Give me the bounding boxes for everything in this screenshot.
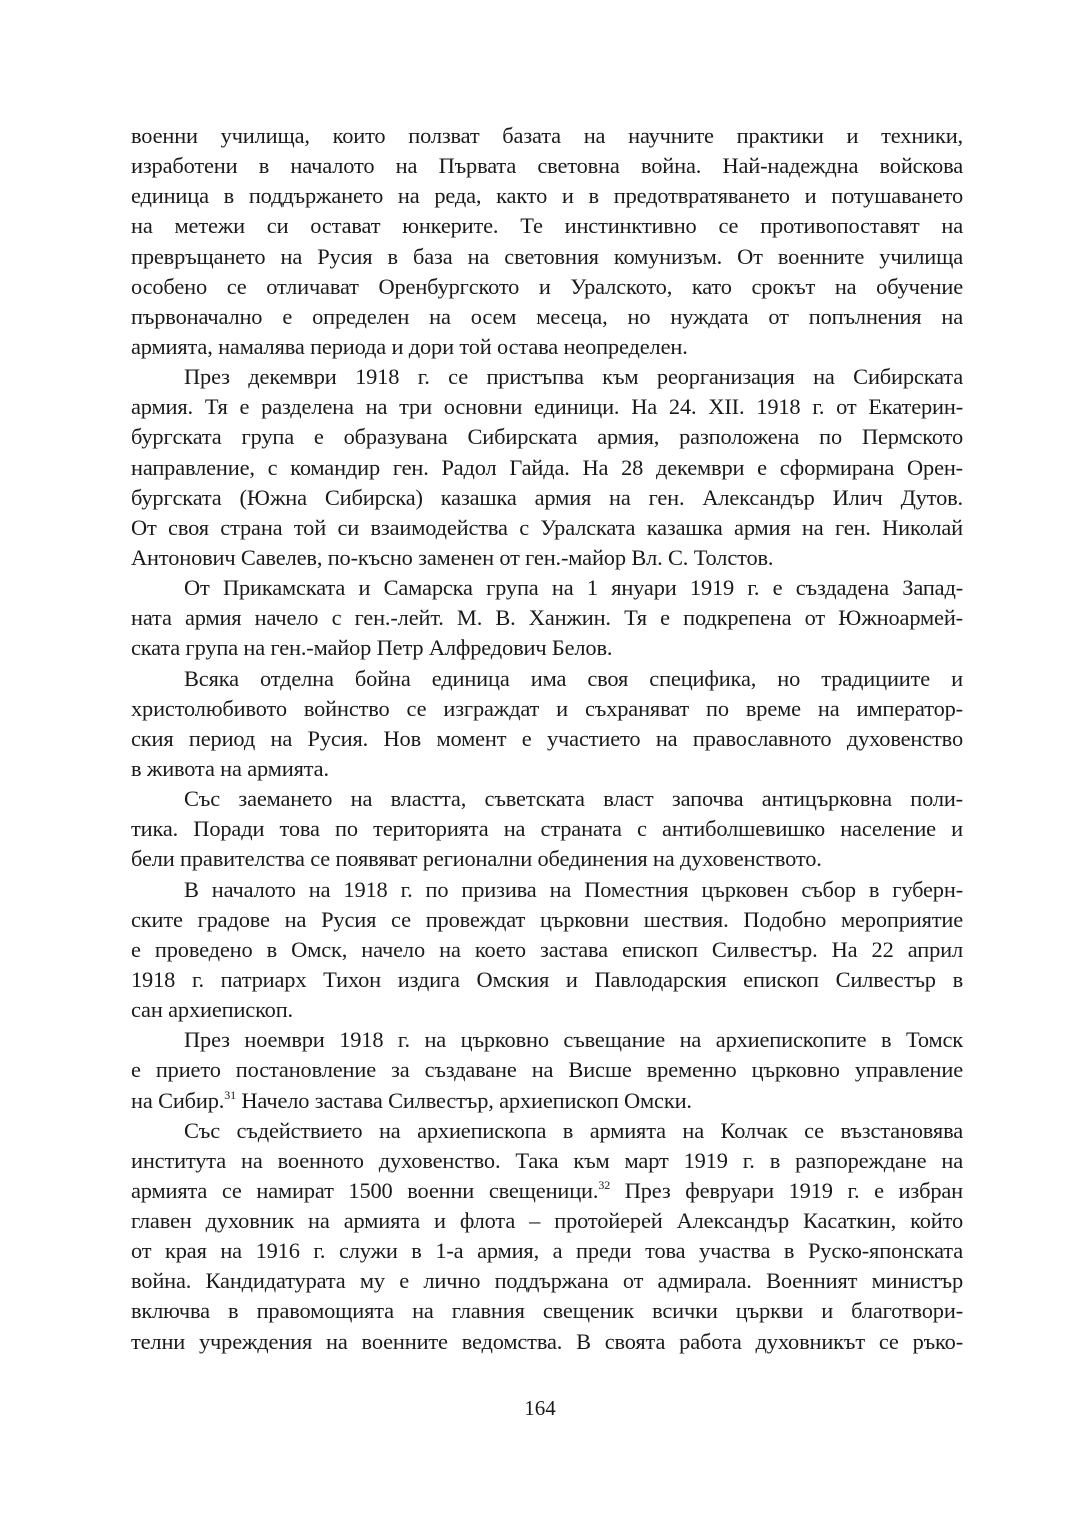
paragraph	[131, 784, 963, 874]
text-line: ските градове на Русия се провеждат църковни шествия. Подобно мероприятие	[131, 906, 963, 932]
text-line: на метежи си остават юнкерите. Те инстинктивно се противопоставят на	[131, 213, 963, 239]
text-line: единица в поддържането на реда, както и в предотвратяването и потушаването	[131, 183, 963, 209]
text-line: от края на 1916 г. служи в 1-а армия, а преди това участва в Руско-японската	[131, 1238, 963, 1264]
text-line: в живота на армията.	[131, 755, 329, 781]
text-line: 1918 г. патриарх Тихон издига Омския и Павлодарския епископ Силвестър в	[131, 966, 963, 992]
text-line: особено се отличават Оренбургското и Уралското, като срокът на обучение	[131, 273, 963, 299]
text-line: телни учреждения на военните ведомства. В своята работа духовникът се ръко-	[131, 1328, 963, 1354]
text-line: През декември 1918 г. се пристъпва към реорганизация на Сибирската	[184, 364, 963, 390]
text-line: института на военното духовенство. Така към март 1919 г. в разпореждане на	[131, 1147, 963, 1173]
text-line: първоначално е определен на осем месеца, но нуждата от попълнения на	[131, 303, 963, 329]
text-line: е прието постановление за създаване на Висше временно църковно управление	[131, 1057, 963, 1083]
footnote-reference[interactable]: 32	[598, 1177, 611, 1192]
paragraph	[131, 362, 963, 573]
text-line: армията се намират 1500 военни свещеници.$^{32}$ През февруари 1919 г. е избран	[131, 1177, 963, 1203]
paragraph	[131, 1025, 963, 1115]
text-line: ната армия начело с ген.-лейт. М. В. Ханжин. Тя е подкрепена от Южноармей-	[131, 605, 963, 631]
paragraph	[131, 121, 963, 362]
page-body	[131, 121, 963, 1357]
text-line: армията, намалява периода и дори той остава неопределен.	[131, 333, 688, 359]
text-line: сан архиепископ.	[131, 997, 293, 1023]
text-line: Със съдействието на архиепископа в армията на Колчак се възстановява	[184, 1117, 963, 1143]
text-line: Всяка отделна бойна единица има своя специфика, но традициите и	[184, 665, 963, 691]
text-line: ския период на Русия. Нов момент е участието на православното духовенство	[131, 725, 963, 751]
text-line: превръщането на Русия в база на световния комунизъм. От военните училища	[131, 243, 963, 269]
footnote-reference[interactable]: 31	[224, 1087, 236, 1102]
text-line: бургската група е образувана Сибирската армия, разположена по Пермското	[131, 424, 963, 450]
text-line: христолюбивото войнство се изграждат и съхраняват по време на император-	[131, 695, 963, 721]
text-line: бургската (Южна Сибирска) казашка армия на ген. Александър Илич Дутов.	[131, 484, 963, 510]
text-line: включва в правомощията на главния свещеник всички църкви и благотвори-	[131, 1298, 963, 1324]
text-line: От Прикамската и Самарска група на 1 януари 1919 г. е създадена Запад-	[184, 575, 963, 601]
paragraph	[131, 573, 963, 663]
text-line: на Сибир.$^{31}$ Начело застава Силвестър, архиепископ Омски.	[131, 1087, 692, 1113]
text-line: Със заемането на властта, съветската власт започва антицърковна поли-	[184, 786, 963, 812]
text-line: Антонович Савелев, по-късно заменен от ген.-майор Вл. С. Толстов.	[131, 544, 774, 570]
text-line: тика. Поради това по територията на страната с антиболшевишко население и	[131, 816, 963, 842]
text-line: изработени в началото на Първата световна война. Най-надеждна войскова	[131, 153, 963, 179]
paragraph	[131, 875, 963, 1026]
text-line: военни училища, които ползват базата на научните практики и техники,	[131, 123, 963, 148]
text-line: От своя страна той си взаимодейства с Уралската казашка армия на ген. Николай	[131, 514, 963, 540]
text-line: ската група на ген.-майор Петр Алфредович Белов.	[131, 635, 613, 661]
paragraph	[131, 1116, 963, 1357]
text-line: главен духовник на армията и флота – протойерей Александър Касаткин, който	[131, 1208, 963, 1234]
text-line: е проведено в Омск, начело на което застава епископ Силвестър. На 22 април	[131, 936, 963, 962]
text-line: През ноември 1918 г. на църковно съвещание на архиепископите в Томск	[184, 1027, 963, 1053]
text-line: направление, с командир ген. Радол Гайда. На 28 декември е сформирана Орен-	[131, 454, 963, 480]
page-number: 164	[524, 1396, 556, 1420]
text-line: бели правителства се появяват регионални обединения на духовенството.	[131, 846, 822, 872]
text-line: армия. Тя е разделена на три основни единици. На 24. XII. 1918 г. от Екатерин-	[131, 394, 963, 420]
text-line: В началото на 1918 г. по призива на Поместния църковен събор в губерн-	[184, 876, 963, 902]
paragraph	[131, 664, 963, 785]
text-line: война. Кандидатурата му е лично поддържана от адмирала. Военният министър	[131, 1268, 963, 1294]
